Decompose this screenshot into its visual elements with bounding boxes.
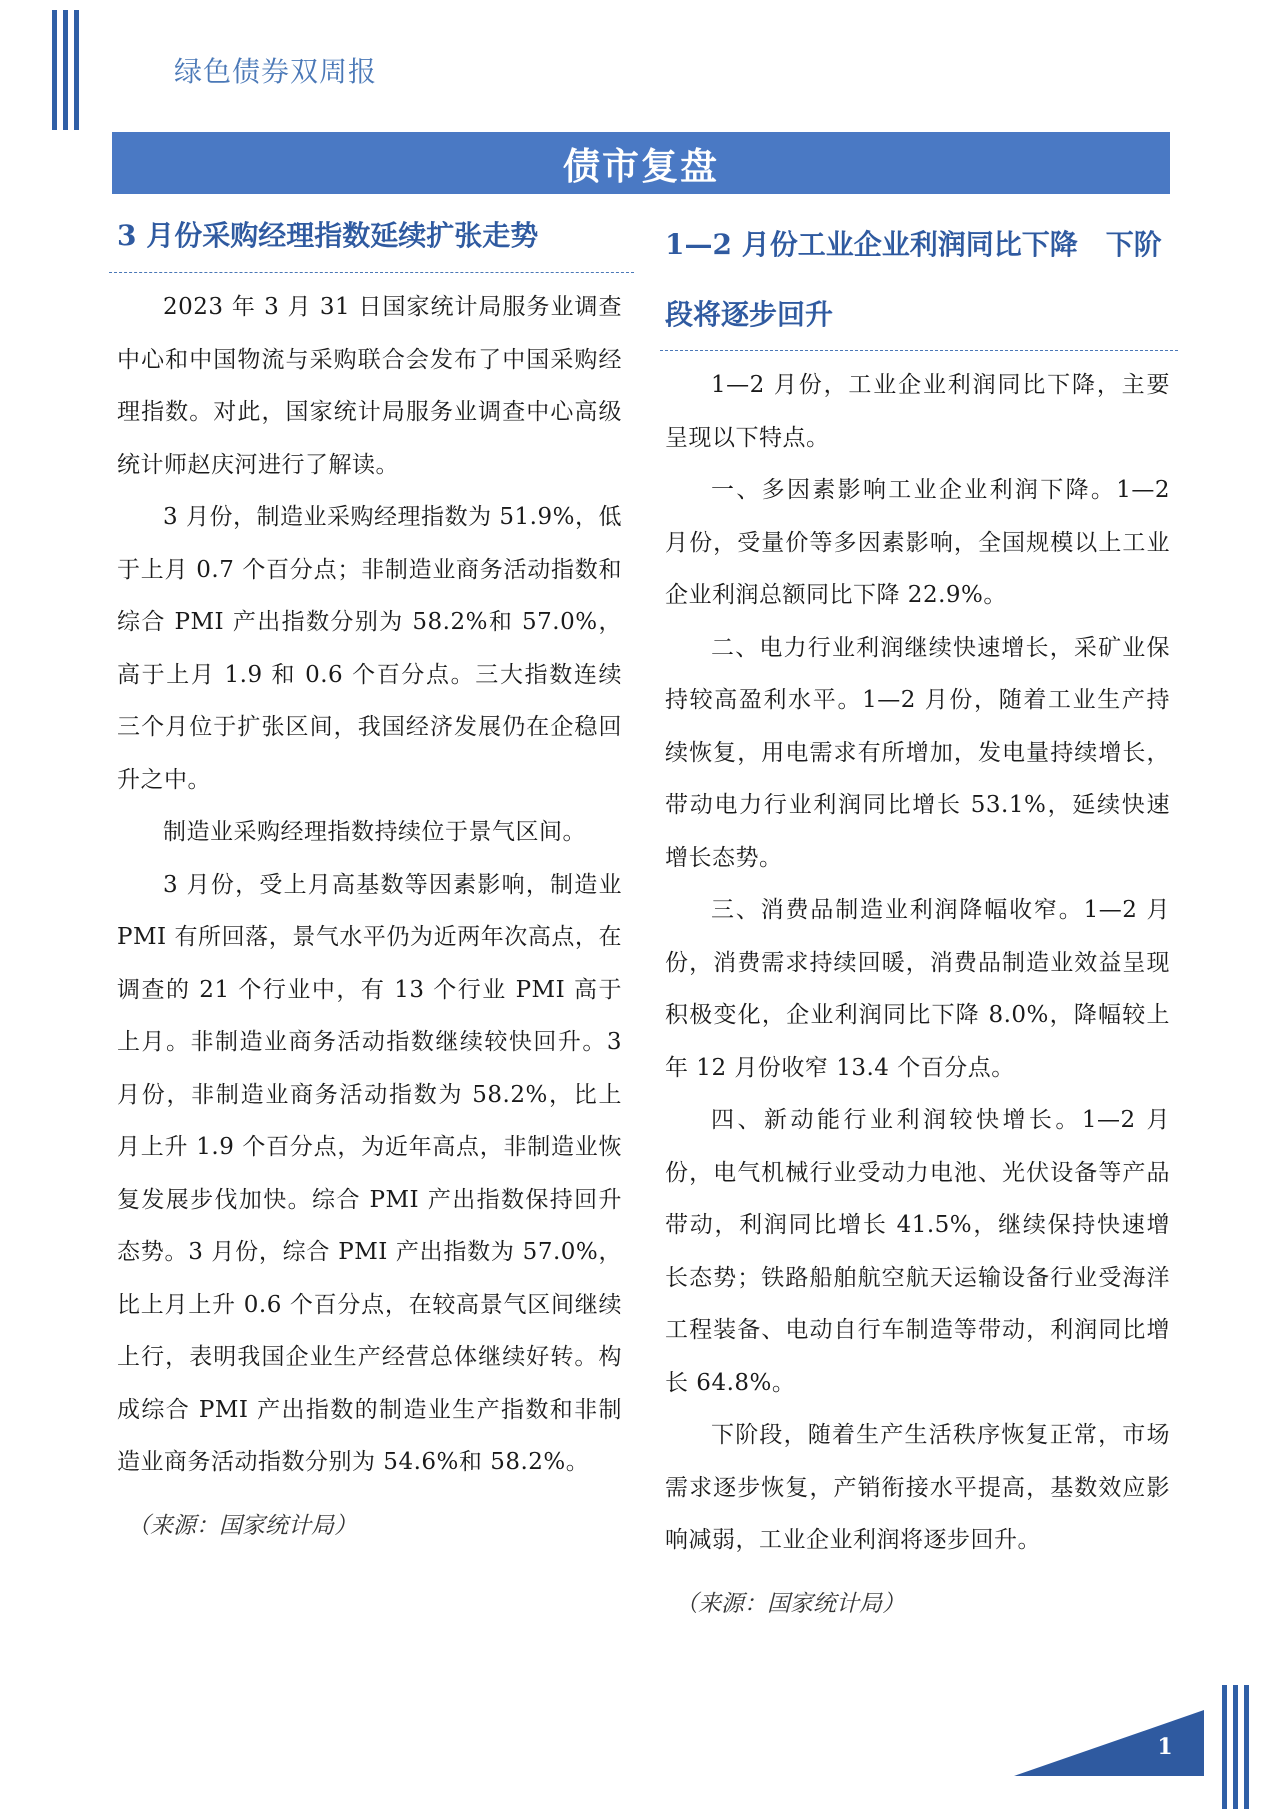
- left-article-title: 3 月份采购经理指数延续扩张走势: [117, 219, 539, 252]
- section-title: 债市复盘: [563, 144, 719, 188]
- paragraph: 3 月份，受上月高基数等因素影响，制造业 PMI 有所回落，景气水平仍为近两年次高点，在调查的 21 个行业中，有 13 个行业 PMI 高于上月。非制造业商务活动指数继续较快回升。3 月份，非制造业商务活动指数为 58.2%，比上月上升 1.9 个百分点，为近年高点，非制造业恢复发展步伐加快。综合 PMI 产出指数保持回升态势。3 月份，综合 PMI 产出指数为 57.0%，比上月上升 0.6 个百分点，在较高景气区间继续上行，表明我国企业生产经营总体继续好转。构成综合 PMI 产出指数的制造业生产指数和非制造业商务活动指数分别为 54.6%和 58.2%。: [117, 871, 622, 1475]
- header-decorative-bars: [52, 10, 79, 130]
- paragraph: 2023 年 3 月 31 日国家统计局服务业调查中心和中国物流与采购联合会发布了中国采购经理指数。对此，国家统计局服务业调查中心高级统计师赵庆河进行了解读。: [117, 294, 622, 478]
- title-divider: [660, 350, 1178, 351]
- page-number: 1: [1157, 1734, 1173, 1760]
- source-note: （来源：国家统计局）: [675, 1590, 905, 1617]
- right-article: [665, 210, 1170, 1618]
- footer-decorative-bars: [1222, 1685, 1249, 1809]
- section-banner: [112, 132, 1170, 194]
- source-note: （来源：国家统计局）: [127, 1512, 357, 1539]
- left-article: [117, 210, 622, 1540]
- title-divider: [109, 272, 634, 273]
- paragraph: 二、电力行业利润继续快速增长，采矿业保持较高盈利水平。1—2 月份，随着工业生产持续恢复，用电需求有所增加，发电量持续增长，带动电力行业利润同比增长 53.1%，延续快速增长态势。: [665, 634, 1170, 871]
- paragraph: 下阶段，随着生产生活秩序恢复正常，市场需求逐步恢复，产销衔接水平提高，基数效应影响减弱，工业企业利润将逐步回升。: [665, 1422, 1170, 1553]
- report-name: 绿色债券双周报: [174, 55, 378, 88]
- paragraph: 制造业采购经理指数持续位于景气区间。: [163, 819, 586, 845]
- paragraph: 3 月份，制造业采购经理指数为 51.9%，低于上月 0.7 个百分点；非制造业商务活动指数和综合 PMI 产出指数分别为 58.2%和 57.0%，高于上月 1.9 和 0.6 个百分点。三大指数连续三个月位于扩张区间，我国经济发展仍在企稳回升之中。: [117, 504, 622, 793]
- paragraph: 四、新动能行业利润较快增长。1—2 月份，电气机械行业受动力电池、光伏设备等产品带动，利润同比增长 41.5%，继续保持快速增长态势；铁路船舶航空航天运输设备行业受海洋工程装备、电动自行车制造等带动，利润同比增长 64.8%。: [665, 1107, 1170, 1396]
- paragraph: 一、多因素影响工业企业利润下降。1—2 月份，受量价等多因素影响，全国规模以上工业企业利润总额同比下降 22.9%。: [665, 477, 1170, 608]
- paragraph: 1—2 月份，工业企业利润同比下降，主要呈现以下特点。: [665, 372, 1170, 451]
- paragraph: 三、消费品制造业利润降幅收窄。1—2 月份，消费需求持续回暖，消费品制造业效益呈现积极变化，企业利润同比下降 8.0%，降幅较上年 12 月份收窄 13.4 个百分点。: [665, 897, 1170, 1081]
- right-article-title: 1—2 月份工业企业利润同比下降 下阶段将逐步回升: [665, 228, 1162, 331]
